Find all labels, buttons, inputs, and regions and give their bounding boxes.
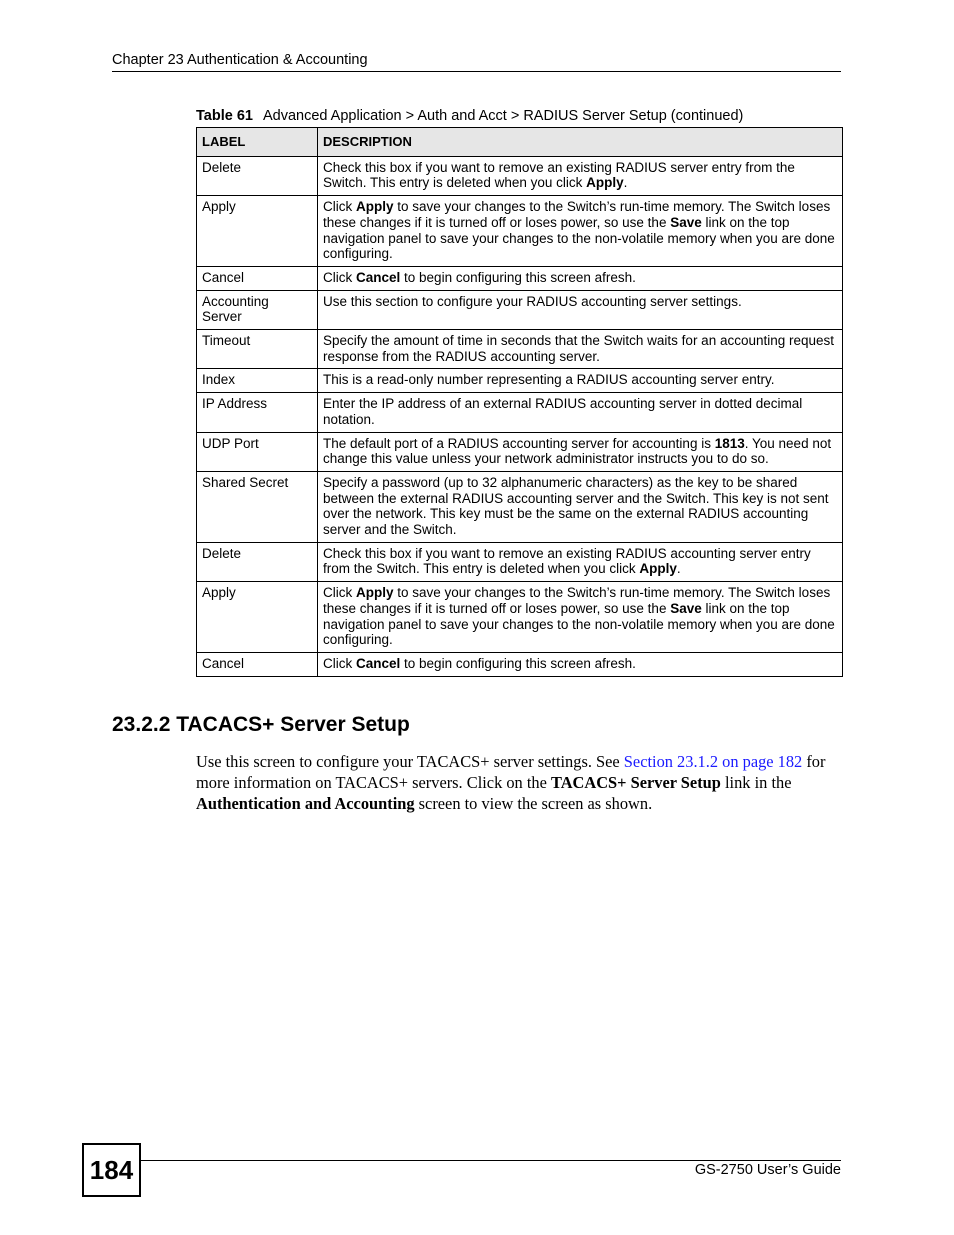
text-run: for more information on TACACS+ servers. Click on the: [196, 752, 826, 792]
text-run: Check this box if you want to remove an existing RADIUS accounting server entry from the Switch. This entry is deleted when you click: [323, 545, 811, 577]
text-run: .: [623, 175, 628, 191]
text-run: Use this screen to configure your TACACS+ server settings. See: [196, 752, 624, 771]
text-run: Check this box if you want to remove an existing RADIUS server entry from the Switch. This entry is deleted when you click: [323, 159, 795, 191]
text-run: Use this section to configure your RADIUS accounting server settings.: [323, 293, 742, 309]
text-run: .: [676, 561, 681, 577]
row-description: [318, 471, 843, 542]
table-title: Advanced Application > Auth and Acct > RADIUS Server Setup (continued): [262, 108, 744, 124]
table-row: [197, 196, 843, 267]
text-run: Click: [323, 585, 356, 601]
table-caption: [196, 108, 856, 124]
row-description: [318, 290, 843, 329]
text-run: Specify a password (up to 32 alphanumeric characters) as the key to be shared between the external RADIUS accounting server and the Switch. This key is not sent over the network. This key must be the same on the external RADIUS accounting server and the Switch.: [323, 474, 829, 538]
row-label: Delete: [197, 156, 318, 195]
row-description: [318, 652, 843, 676]
footer-rule: [140, 1160, 841, 1161]
row-description: [318, 369, 843, 393]
row-description: [318, 196, 843, 267]
table-body: [197, 156, 843, 676]
guide-name: GS-2750 User’s Guide: [694, 1162, 841, 1178]
row-label: IP Address: [197, 393, 318, 432]
bold-term: Save: [670, 214, 702, 230]
row-description: [318, 330, 843, 369]
text-run: Click: [323, 269, 356, 285]
table-header-row: [197, 128, 843, 157]
page-number: 184: [82, 1143, 141, 1197]
bold-term: 1813: [714, 435, 745, 451]
row-label: Accounting Server: [197, 290, 318, 329]
table-row: [197, 290, 843, 329]
text-run: link in the: [720, 773, 792, 792]
row-label: Cancel: [197, 652, 318, 676]
chapter-header: Chapter 23 Authentication & Accounting: [112, 52, 841, 72]
table-row: [197, 471, 843, 542]
row-label: Delete: [197, 542, 318, 581]
row-label: Shared Secret: [197, 471, 318, 542]
row-description: [318, 432, 843, 471]
section-heading: 23.2.2 TACACS+ Server Setup: [112, 713, 410, 736]
bold-term: Save: [670, 600, 702, 616]
table-row: [197, 266, 843, 290]
text-run: Click: [323, 655, 356, 671]
table-row: [197, 369, 843, 393]
bold-term: Apply: [586, 175, 624, 191]
description-table: [196, 127, 843, 677]
text-run: to save your changes to the Switch’s run-time memory. The Switch loses these changes if it is turned off or loses power, so use the: [323, 585, 831, 616]
column-header-description: DESCRIPTION: [318, 128, 843, 157]
text-run: to begin configuring this screen afresh.: [400, 269, 636, 285]
row-label: Apply: [197, 196, 318, 267]
text-run: The default port of a RADIUS accounting server for accounting is: [323, 435, 715, 451]
row-description: [318, 582, 843, 653]
table-number: Table 61: [196, 108, 253, 124]
bold-term: Apply: [639, 561, 677, 577]
text-run: Specify the amount of time in seconds that the Switch waits for an accounting request response from the RADIUS accounting server.: [323, 333, 835, 364]
cross-reference-link[interactable]: Section 23.1.2 on page 182: [623, 752, 803, 771]
text-run: This is a read-only number representing a RADIUS accounting server entry.: [323, 372, 775, 388]
row-label: Index: [197, 369, 318, 393]
text-run: to begin configuring this screen afresh.: [400, 655, 636, 671]
table-row: [197, 542, 843, 581]
bold-term: Authentication and Accounting: [196, 794, 415, 813]
row-label: Apply: [197, 582, 318, 653]
section-paragraph: [196, 751, 846, 814]
row-description: [318, 542, 843, 581]
text-run: Click: [323, 199, 356, 215]
column-header-label: LABEL: [197, 128, 318, 157]
bold-term: Cancel: [356, 655, 401, 671]
row-label: Cancel: [197, 266, 318, 290]
text-run: Enter the IP address of an external RADIUS accounting server in dotted decimal notation.: [323, 396, 803, 427]
row-description: [318, 266, 843, 290]
table-row: [197, 330, 843, 369]
row-label: UDP Port: [197, 432, 318, 471]
table-row: [197, 156, 843, 195]
bold-term: Apply: [356, 199, 394, 215]
table-row: [197, 432, 843, 471]
text-run: . You need not change this value unless your network administrator instructs you to do so.: [323, 435, 832, 467]
bold-term: Apply: [356, 585, 394, 601]
row-label: Timeout: [197, 330, 318, 369]
table-row: [197, 652, 843, 676]
table-row: [197, 582, 843, 653]
text-run: screen to view the screen as shown.: [414, 794, 653, 813]
row-description: [318, 393, 843, 432]
bold-term: Cancel: [356, 269, 401, 285]
text-run: link on the top navigation panel to save your changes to the non-volatile memory when you are done configuring.: [323, 214, 835, 262]
table-row: [197, 393, 843, 432]
text-run: link on the top navigation panel to save your changes to the non-volatile memory when you are done configuring.: [323, 600, 835, 648]
text-run: to save your changes to the Switch’s run-time memory. The Switch loses these changes if it is turned off or loses power, so use the: [323, 199, 831, 230]
bold-term: TACACS+ Server Setup: [550, 773, 721, 792]
row-description: [318, 156, 843, 195]
